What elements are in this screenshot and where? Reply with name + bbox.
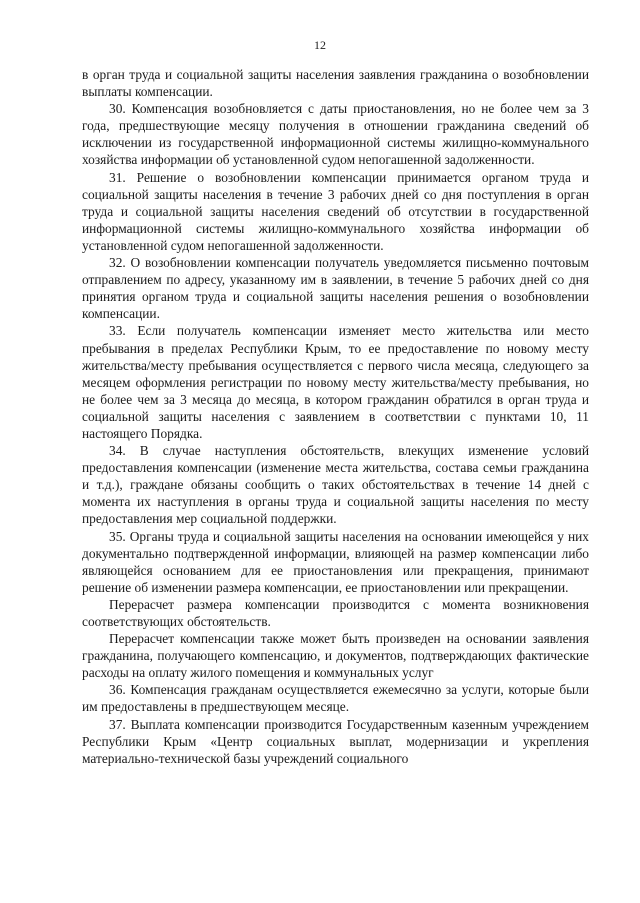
paragraph-34: 34. В случае наступления обстоятельств, влекущих изменение условий предоставления компенсации (изменение места жительства, состава семьи гражданина и т.д.), граждане обязаны сообщить о таких обстоятельствах в течение 14 дней с момента их наступления в органы труда и социальной защиты населения по месту предоставления мер социальной поддержки. [82,443,589,527]
page-number: 12 [314,38,326,52]
paragraph-continuation: в орган труда и социальной защиты населения заявления гражданина о возобновлении выплаты компенсации. [82,67,589,100]
paragraph-31: 31. Решение о возобновлении компенсации принимается органом труда и социальной защиты населения в течение 3 рабочих дней со дня поступления в орган труда и социальной защиты населения сведений об отсутствии в государственной информационной системы жилищно-коммунального хозяйства информации об установленной судом непогашенной задолженности. [82,169,589,253]
document-body [82,66,589,767]
paragraph-35-recalculation-moment: Перерасчет размера компенсации производится с момента возникновения соответствующих обстоятельств. [82,596,589,629]
paragraph-35-recalculation-application: Перерасчет компенсации также может быть произведен на основании заявления гражданина, получающего компенсацию, и документов, подтверждающих фактические расходы на оплату жилого помещения и коммунальных услуг [82,631,589,681]
paragraph-30: 30. Компенсация возобновляется с даты приостановления, но не более чем за 3 года, предшествующие месяцу получения в отношении гражданина сведений об исключении из государственной информационной системы жилищно-коммунального хозяйства информации об установленной судом непогашенной задолженности. [82,101,589,168]
paragraph-37: 37. Выплата компенсации производится Государственным казенным учреждением Республики Крым «Центр социальных выплат, модернизации и укрепления материально-технической базы учреждений социального [82,716,589,766]
paragraph-36: 36. Компенсация гражданам осуществляется ежемесячно за услуги, которые были им предоставлены в предшествующем месяце. [82,682,589,715]
paragraph-35: 35. Органы труда и социальной защиты населения на основании имеющейся у них документально подтвержденной информации, влияющей на размер компенсации либо являющейся основанием для ее приостановления или прекращения, принимают решение об изменении размера компенсации, ее приостановлении или прекращении. [82,528,589,595]
paragraph-32: 32. О возобновлении компенсации получатель уведомляется письменно почтовым отправлением по адресу, указанному им в заявлении, в течение 5 рабочих дней со дня принятия органом труда и социальной защиты населения решения о возобновлении компенсации. [82,255,589,322]
paragraph-33: 33. Если получатель компенсации изменяет место жительства или место пребывания в пределах Республики Крым, то ее предоставление по новому месту жительства/месту пребывания осуществляется с первого числа месяца, следующего за месяцем оформления регистрации по новому месту жительства/месту пребывания, но не более чем за 3 месяца до месяца, в котором гражданин обратился в орган труда и социальной защиты населения с заявлением в соответствии с пунктами 10, 11 настоящего Порядка. [82,323,589,441]
